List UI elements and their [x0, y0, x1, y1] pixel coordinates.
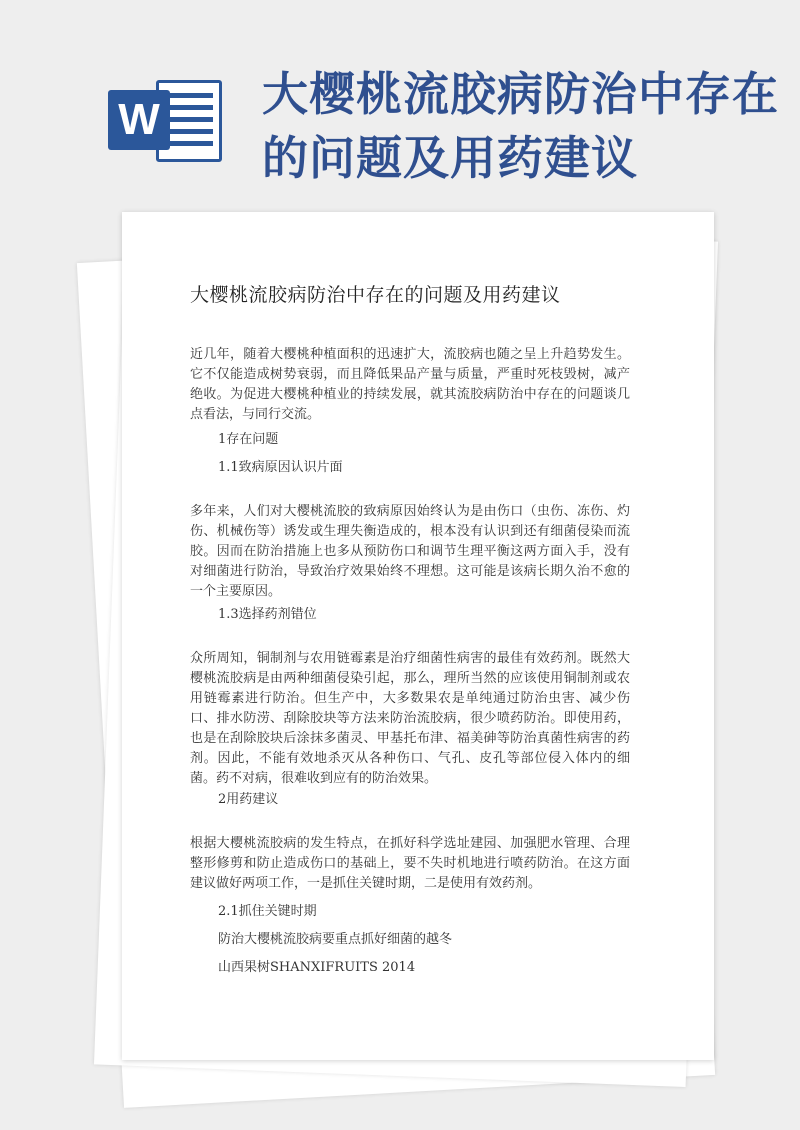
heading-section-1-3: 1.3选择药剂错位: [218, 607, 317, 622]
paragraph-section-1-1: 多年来，人们对大樱桃流胶的致病原因始终认为是由伤口（虫伤、冻伤、灼伤、机械伤等）诱发或生理失衡造成的，根本没有认识到还有细菌侵染而流胶。因而在防治措施上也多从预防伤口和调节生理平衡这两方面入手，没有对细菌进行防治，导致治疗效果始终不理想。这可能是该病长期久治不愈的一个主要原因。: [190, 504, 630, 599]
paragraph-section-2-1: 防治大樱桃流胶病要重点抓好细菌的越冬: [218, 932, 453, 947]
heading-section-2-1: 2.1抓住关键时期: [218, 904, 317, 919]
document-page: [122, 212, 714, 1060]
header-banner: [0, 0, 800, 200]
intro-paragraph: 近几年，随着大樱桃种植面积的迅速扩大，流胶病也随之呈上升趋势发生。它不仅能造成树势衰弱，而且降低果品产量与质量，严重时死枝毁树，减产绝收。为促进大樱桃种植业的持续发展，就其流胶病防治中存在的问题谈几点看法，与同行交流。: [190, 347, 630, 422]
paragraph-section-2: 根据大樱桃流胶病的发生特点，在抓好科学选址建园、加强肥水管理、合理整形修剪和防止造成伤口的基础上，要不失时机地进行喷药防治。在这方面建议做好两项工作，一是抓住关键时期，二是使用有效药剂。: [190, 836, 630, 891]
document-title: 大樱桃流胶病防治中存在的问题及用药建议: [190, 284, 561, 306]
heading-section-1: 1存在问题: [218, 432, 279, 447]
heading-section-1-1: 1.1致病原因认识片面: [218, 460, 343, 475]
word-icon-letter: W: [108, 90, 170, 150]
heading-section-2: 2用药建议: [218, 792, 279, 807]
banner-title: 大樱桃流胶病防治中存在的问题及用药建议: [262, 67, 779, 185]
paragraph-section-1-3: 众所周知，铜制剂与农用链霉素是治疗细菌性病害的最佳有效药剂。既然大樱桃流胶病是由两种细菌侵染引起，那么，理所当然的应该使用铜制剂或农用链霉素进行防治。但生产中，大多数果农是单纯通过防治虫害、减少伤口、排水防涝、刮除胶块等方法来防治流胶病，很少喷药防治。即使用药，也是在刮除胶块后涂抹多菌灵、甲基托布津、福美砷等防治真菌性病害的药剂。因此，不能有效地杀灭从各种伤口、气孔、皮孔等部位侵入体内的细菌。药不对病，很难收到应有的防治效果。: [190, 651, 630, 786]
word-document-icon: [108, 70, 228, 170]
source-line: 山西果树SHANXIFRUITS 2014: [218, 960, 416, 975]
